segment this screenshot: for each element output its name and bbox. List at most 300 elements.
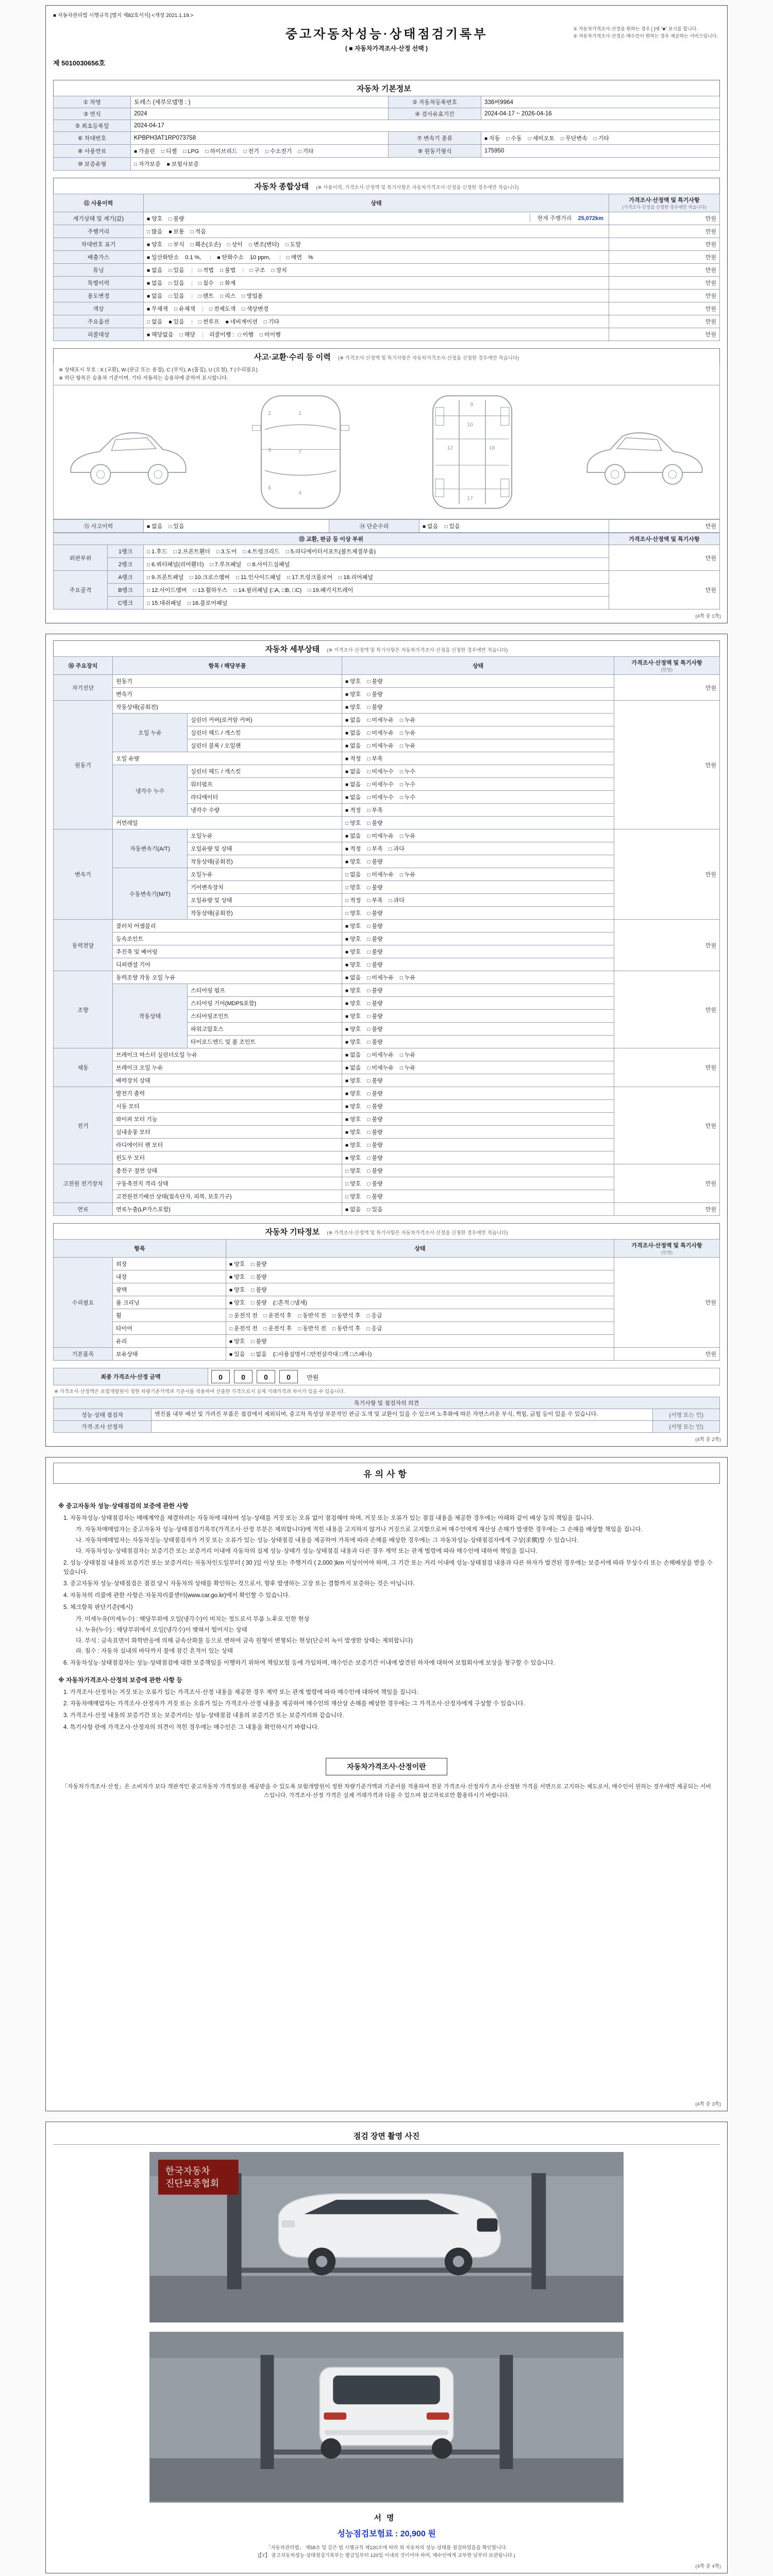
- checkbox-option[interactable]: [345, 806, 361, 814]
- checkbox-option[interactable]: [345, 1154, 361, 1162]
- checkbox-option[interactable]: [367, 793, 394, 801]
- final-price-row: [54, 1368, 720, 1385]
- exchange-label: ⑮ 교환, 판금 등 이상 부위: [54, 533, 609, 545]
- checkbox-option[interactable]: [229, 1298, 245, 1307]
- checkbox-icon: □: [367, 1014, 371, 1020]
- checkbox-option[interactable]: [367, 703, 382, 711]
- checkbox-option[interactable]: [229, 1285, 245, 1294]
- checkbox-option[interactable]: [244, 147, 259, 155]
- checkbox-option[interactable]: [251, 1285, 266, 1294]
- checkbox-option[interactable]: [367, 1179, 382, 1188]
- checkbox-option[interactable]: [272, 266, 287, 274]
- checkbox-option[interactable]: [147, 522, 162, 530]
- checkbox-option[interactable]: [217, 253, 244, 261]
- checkbox-option[interactable]: [561, 134, 587, 142]
- checkbox-label: 부족: [372, 807, 383, 814]
- checkbox-option[interactable]: [345, 1128, 361, 1136]
- checkbox-label: 없음: [427, 523, 439, 530]
- checkbox-option[interactable]: [367, 935, 382, 943]
- checkbox-option[interactable]: [173, 547, 210, 555]
- checkbox-label: 불량: [372, 1078, 383, 1084]
- checkbox-option[interactable]: [188, 599, 227, 607]
- checkbox-option[interactable]: [345, 1063, 361, 1072]
- basic-value: 336버9964: [481, 96, 720, 108]
- checkbox-icon: ■: [423, 524, 426, 530]
- checkbox-option[interactable]: [367, 960, 382, 969]
- summary-state: [144, 302, 609, 315]
- checkbox-option[interactable]: [389, 844, 405, 853]
- checkbox-option[interactable]: [400, 767, 415, 775]
- checkbox-icon: ■: [345, 1130, 349, 1136]
- checkbox-option[interactable]: [147, 599, 181, 607]
- checkbox-icon: □: [367, 988, 371, 994]
- checkbox-option[interactable]: [249, 240, 279, 248]
- checkbox-label: 기타: [303, 148, 314, 155]
- checkbox-label: 불량: [372, 1142, 383, 1148]
- checkbox-option[interactable]: [242, 292, 263, 300]
- checkbox-option[interactable]: [210, 560, 242, 568]
- item-name: 충전구 절연 상태: [113, 1164, 342, 1177]
- checkbox-option[interactable]: [484, 134, 500, 142]
- checkbox-option[interactable]: [209, 304, 236, 313]
- checkbox-option[interactable]: [220, 292, 236, 300]
- checkbox-option[interactable]: [345, 909, 361, 917]
- checkbox-option[interactable]: [243, 547, 279, 555]
- item-name: 파워고압호스: [188, 1023, 342, 1036]
- checkbox-label: 없음: [152, 280, 163, 286]
- checkbox-option[interactable]: [345, 754, 361, 762]
- checkbox-option[interactable]: [339, 573, 373, 581]
- checkbox-option[interactable]: [345, 870, 361, 878]
- checkbox-option[interactable]: [400, 832, 415, 840]
- checkbox-icon: □: [506, 136, 510, 142]
- checkbox-option[interactable]: [345, 690, 361, 698]
- checkbox-icon: □: [399, 1053, 403, 1058]
- checkbox-label: 불량: [372, 1194, 383, 1200]
- checkbox-option[interactable]: [345, 960, 361, 969]
- checkbox-option[interactable]: [345, 1076, 361, 1084]
- checkbox-option[interactable]: [367, 883, 382, 891]
- checkbox-option[interactable]: [400, 780, 415, 788]
- checkbox-option[interactable]: [367, 780, 394, 788]
- checkbox-icon: □: [210, 562, 213, 568]
- checkbox-option[interactable]: [249, 266, 265, 274]
- checkbox-option[interactable]: [400, 1063, 415, 1072]
- checkbox-option[interactable]: [238, 330, 254, 338]
- checkbox-icon: □: [198, 281, 201, 286]
- checkbox-label: 양호: [350, 1091, 361, 1097]
- checkbox-option[interactable]: [229, 1350, 245, 1358]
- checkbox-icon: ■: [345, 924, 349, 929]
- checkbox-option[interactable]: [286, 547, 376, 555]
- checkbox-option[interactable]: [345, 1141, 361, 1149]
- checkbox-option[interactable]: [345, 1115, 361, 1123]
- checkbox-icon: ■: [147, 307, 150, 312]
- item-state: ■ 양호 □ 불량 (□흔적 □냄새): [226, 1296, 614, 1309]
- checkbox-option[interactable]: [147, 214, 162, 223]
- checkbox-option[interactable]: [260, 330, 281, 338]
- checkbox-option[interactable]: [220, 279, 236, 287]
- summary-header-row: [54, 194, 720, 212]
- checkbox-option[interactable]: [298, 1311, 326, 1319]
- checkbox-option[interactable]: [147, 560, 204, 568]
- checkbox-option[interactable]: [229, 1324, 258, 1332]
- checkbox-option[interactable]: [367, 1205, 382, 1213]
- checkbox-option[interactable]: [147, 227, 162, 235]
- checkbox-option[interactable]: [169, 227, 184, 235]
- section-title-etc: 자동차 기타정보 (※ 가격조사·산정액 및 특기사항은 자동차가격조사·산정을 신청한 경우에만 적습니다): [53, 1223, 720, 1239]
- checkbox-option[interactable]: [287, 253, 302, 261]
- checkbox-option[interactable]: [332, 1324, 361, 1332]
- checkbox-icon: □: [389, 846, 392, 852]
- checkbox-option[interactable]: [345, 819, 361, 827]
- checkbox-option[interactable]: [169, 279, 184, 287]
- checkbox-option[interactable]: [242, 304, 268, 313]
- checkbox-option[interactable]: [298, 147, 313, 155]
- checkbox-option[interactable]: [345, 1089, 361, 1097]
- basic-label: ⑥ 차대번호: [54, 132, 131, 145]
- checkbox-option[interactable]: [367, 1050, 394, 1059]
- checkbox-option[interactable]: [220, 266, 236, 274]
- checkbox-label: 없음: [152, 319, 163, 325]
- checkbox-option[interactable]: [367, 1166, 382, 1175]
- checkbox-option[interactable]: [169, 292, 184, 300]
- checkbox-option[interactable]: [147, 292, 162, 300]
- checkbox-option[interactable]: [367, 1038, 382, 1046]
- notice-item: 2. 자동차매매업자는 가격조사·산정자가 거짓 또는 오류가 있는 가격조사·산정 내용을 제공하여 매수인의 재산상 손해를 배상한 경우에는 그 가격조사·산정자에게 구상할 수 있습니다.: [63, 1701, 525, 1707]
- checkbox-option[interactable]: [345, 741, 361, 750]
- checkbox-option[interactable]: [345, 844, 361, 853]
- checkbox-icon: ■: [345, 782, 349, 788]
- checkbox-option[interactable]: [367, 1192, 382, 1200]
- checkbox-label: 누수: [404, 782, 416, 788]
- checkbox-option[interactable]: [251, 1273, 266, 1281]
- checkbox-icon: □: [367, 821, 371, 826]
- checkbox-option[interactable]: [174, 304, 195, 313]
- checkbox-label: 누유: [404, 743, 416, 749]
- checkbox-option[interactable]: [345, 1205, 361, 1213]
- checkbox-option[interactable]: [229, 1337, 245, 1345]
- checkbox-icon: □: [147, 601, 150, 606]
- signature-title: 서명: [374, 2513, 399, 2522]
- checkbox-option[interactable]: [287, 573, 332, 581]
- checkbox-option[interactable]: [367, 1102, 382, 1110]
- checkbox-option[interactable]: [367, 1128, 382, 1136]
- checkbox-option[interactable]: [367, 1089, 382, 1097]
- summary-label: 튜닝: [54, 264, 144, 277]
- checkbox-option[interactable]: [251, 1350, 266, 1358]
- checkbox-option[interactable]: [167, 160, 199, 168]
- checkbox-option[interactable]: [147, 330, 174, 338]
- checkbox-option[interactable]: [345, 973, 361, 981]
- checkbox-icon: □: [367, 731, 371, 736]
- checkbox-option[interactable]: [367, 896, 382, 904]
- checkbox-option[interactable]: [400, 716, 415, 724]
- checkbox-option[interactable]: [367, 922, 382, 930]
- checkbox-option[interactable]: [400, 870, 415, 878]
- checkbox-option[interactable]: [400, 793, 415, 801]
- checkbox-option[interactable]: [229, 1260, 245, 1268]
- checkbox-icon: ■: [345, 769, 349, 775]
- checkbox-option[interactable]: [594, 134, 609, 142]
- exchange-panel-table: [53, 533, 720, 609]
- checkbox-option[interactable]: [345, 1050, 361, 1059]
- summary-state: [144, 238, 609, 251]
- checkbox-label: 양호: [234, 1274, 245, 1280]
- checkbox-label: 색상변경: [246, 306, 268, 312]
- device-group-label: 연료: [54, 1203, 113, 1216]
- checkbox-option[interactable]: [345, 780, 361, 788]
- checkbox-option[interactable]: [345, 1179, 361, 1188]
- checkbox-option[interactable]: [191, 240, 221, 248]
- checkbox-option[interactable]: [264, 317, 279, 326]
- checkbox-option[interactable]: [169, 214, 184, 223]
- checkbox-option[interactable]: [205, 147, 237, 155]
- checkbox-option[interactable]: [528, 134, 555, 142]
- checkbox-icon: □: [251, 1352, 255, 1358]
- checkbox-option[interactable]: [367, 1076, 382, 1084]
- checkbox-option[interactable]: [444, 522, 460, 530]
- checkbox-label: 양호: [152, 242, 163, 248]
- panel-rank-row: [54, 571, 720, 584]
- checkbox-label: 불량: [372, 962, 383, 968]
- checkbox-option[interactable]: [345, 677, 361, 685]
- checkbox-option[interactable]: [367, 690, 382, 698]
- checkbox-icon: □: [367, 1156, 371, 1161]
- checkbox-label: 불량: [372, 988, 383, 994]
- checkbox-option[interactable]: [366, 1311, 382, 1319]
- checkbox-icon: ■: [345, 692, 349, 698]
- checkbox-option[interactable]: [366, 1324, 382, 1332]
- checkbox-icon: ■: [229, 1339, 233, 1345]
- checkbox-option[interactable]: [191, 227, 206, 235]
- checkbox-option[interactable]: [147, 547, 167, 555]
- checkbox-option[interactable]: [190, 573, 229, 581]
- checkbox-option[interactable]: [367, 1025, 382, 1033]
- checkbox-icon: ■: [345, 988, 349, 994]
- checkbox-option[interactable]: [367, 677, 382, 685]
- checkbox-label: 양호: [350, 1039, 361, 1045]
- summary-row: [54, 225, 720, 238]
- checkbox-label: 양호: [350, 1001, 361, 1007]
- page-mark-1: (4쪽 중 1쪽): [695, 614, 721, 619]
- notice-sub: 나. 누유(누수) : 해당부위에서 오일(냉각수)이 맺혀서 떨어지는 상태: [76, 1626, 247, 1633]
- checkbox-option[interactable]: [345, 1025, 361, 1033]
- checkbox-option[interactable]: [345, 935, 361, 943]
- checkbox-option[interactable]: [264, 1324, 292, 1332]
- checkbox-option[interactable]: [345, 1012, 361, 1020]
- checkbox-option[interactable]: [367, 716, 394, 724]
- checkbox-option[interactable]: [251, 1337, 266, 1345]
- checkbox-option[interactable]: [193, 586, 227, 594]
- checkbox-label: 누수: [404, 769, 416, 775]
- checkbox-icon: □: [249, 268, 253, 274]
- checkbox-option[interactable]: [367, 832, 394, 840]
- checkbox-label: 있음: [173, 523, 184, 530]
- checkbox-option[interactable]: [216, 547, 237, 555]
- notice-sub: 다. 부식 : 금속표면이 화학반응에 의해 금속산화물 등으로 변하여 금속 원형이 변형되는 현상(단순히 녹이 발생한 상태는 제외합니다): [76, 1637, 413, 1644]
- checkbox-label: 양호: [350, 1116, 361, 1123]
- checkbox-option[interactable]: [147, 240, 162, 248]
- checkbox-option[interactable]: [147, 304, 168, 313]
- checkbox-option[interactable]: [367, 973, 394, 981]
- checkbox-option[interactable]: [389, 896, 405, 904]
- checkbox-option[interactable]: [367, 857, 382, 866]
- checkbox-option[interactable]: [147, 253, 179, 261]
- item-state: [342, 868, 614, 881]
- checkbox-option[interactable]: [147, 586, 187, 594]
- checkbox-option[interactable]: [345, 1038, 361, 1046]
- checkbox-option[interactable]: [367, 1141, 382, 1149]
- checkbox-option[interactable]: [229, 1273, 245, 1281]
- checkbox-option[interactable]: [345, 728, 361, 737]
- checkbox-option[interactable]: [169, 317, 184, 326]
- checkbox-option[interactable]: [367, 1115, 382, 1123]
- checkbox-option[interactable]: [367, 728, 394, 737]
- checkbox-option[interactable]: [147, 573, 183, 581]
- inspection-photo-rear: [149, 2332, 624, 2502]
- checkbox-option[interactable]: [229, 1311, 258, 1319]
- checkbox-option[interactable]: [183, 148, 199, 155]
- checkbox-option[interactable]: [265, 147, 292, 155]
- checkbox-option[interactable]: [233, 586, 301, 594]
- price-cell: 만원: [614, 1164, 720, 1203]
- device-group-label: 고전원 전기장치: [54, 1164, 113, 1203]
- checkbox-option[interactable]: [345, 1166, 361, 1175]
- checkbox-option[interactable]: [345, 793, 361, 801]
- item-name: 구동축전지 격리 상태: [113, 1177, 342, 1190]
- checkbox-option[interactable]: [367, 1154, 382, 1162]
- checkbox-option[interactable]: [367, 909, 382, 917]
- checkbox-option[interactable]: [251, 1260, 266, 1268]
- checkbox-option[interactable]: [345, 857, 361, 866]
- checkbox-option[interactable]: [134, 147, 155, 155]
- checkbox-option[interactable]: [345, 896, 361, 904]
- checkbox-option[interactable]: [332, 1311, 361, 1319]
- checkbox-option[interactable]: [147, 266, 162, 274]
- checkbox-option[interactable]: [506, 134, 522, 142]
- checkbox-option[interactable]: [264, 1311, 292, 1319]
- checkbox-option[interactable]: [236, 573, 281, 581]
- checkbox-option[interactable]: [345, 986, 361, 994]
- checkbox-option[interactable]: [226, 317, 258, 326]
- checkbox-label: 불량: [372, 1104, 383, 1110]
- checkbox-option[interactable]: [345, 716, 361, 724]
- etc-header-row: [54, 1240, 720, 1258]
- checkbox-icon: □: [161, 149, 164, 155]
- checkbox-option[interactable]: [180, 330, 195, 338]
- checkbox-option[interactable]: [134, 160, 161, 168]
- checkbox-icon: □: [220, 268, 223, 274]
- col-state: 상태: [342, 657, 614, 675]
- item-name: 등속조인트: [113, 933, 342, 945]
- checkbox-option[interactable]: [423, 522, 438, 530]
- checkbox-option[interactable]: [198, 317, 220, 326]
- checkbox-option[interactable]: [367, 819, 382, 827]
- checkbox-option[interactable]: [367, 947, 382, 956]
- checkbox-option[interactable]: [147, 317, 162, 326]
- checkbox-option[interactable]: [345, 1102, 361, 1110]
- checkbox-option[interactable]: [251, 1298, 266, 1307]
- checkbox-option[interactable]: [367, 754, 382, 762]
- checkbox-option[interactable]: [367, 1063, 394, 1072]
- checkbox-label: 불량: [372, 923, 383, 929]
- price-digits: [211, 1375, 302, 1381]
- checkbox-label: 미세누수: [372, 782, 394, 788]
- checkbox-option[interactable]: [400, 741, 415, 750]
- checkbox-option[interactable]: [198, 279, 214, 287]
- checkbox-option[interactable]: [227, 240, 243, 248]
- basic-value: [131, 158, 720, 171]
- checkbox-icon: □: [190, 242, 194, 248]
- checkbox-option[interactable]: [169, 240, 184, 248]
- svg-text:1: 1: [298, 411, 302, 417]
- checkbox-option[interactable]: [345, 767, 361, 775]
- checkbox-icon: ■: [345, 1143, 349, 1148]
- checkbox-option[interactable]: [345, 1192, 361, 1200]
- checkbox-option[interactable]: [308, 586, 353, 594]
- checkbox-option[interactable]: [367, 844, 382, 853]
- checkbox-option[interactable]: [198, 266, 214, 274]
- price-survey-box-title: 자동차가격조사·산정이란: [326, 1758, 447, 1775]
- checkbox-option[interactable]: [161, 147, 177, 155]
- basic-info-row: [54, 132, 720, 145]
- checkbox-label: 양호: [350, 988, 361, 994]
- item-name: 브레이크 오일 누유: [113, 1061, 342, 1074]
- device-group-label: 자기진단: [54, 675, 113, 701]
- checkbox-option[interactable]: [285, 240, 301, 248]
- checkbox-option[interactable]: [345, 922, 361, 930]
- item-state: [342, 726, 614, 739]
- checkbox-icon: □: [367, 679, 371, 685]
- checkbox-option[interactable]: [345, 703, 361, 711]
- col-state: 상태: [226, 1240, 614, 1258]
- checkbox-option[interactable]: [247, 560, 290, 568]
- checkbox-option[interactable]: [367, 986, 382, 994]
- checkbox-icon: ■: [134, 149, 138, 155]
- checkbox-option[interactable]: [367, 767, 394, 775]
- checkbox-option[interactable]: [169, 522, 184, 530]
- checkbox-option[interactable]: [400, 973, 415, 981]
- inspector-row: [54, 1409, 720, 1421]
- checkbox-option[interactable]: [345, 832, 361, 840]
- checkbox-label: 변조(변타): [253, 242, 279, 248]
- checkbox-icon: □: [345, 911, 349, 917]
- item-state: [342, 791, 614, 804]
- checkbox-option[interactable]: [367, 741, 394, 750]
- checkbox-option[interactable]: [147, 279, 162, 287]
- inspection-premium: [53, 2527, 720, 2539]
- checkbox-icon: □: [147, 575, 150, 581]
- checkbox-option[interactable]: [345, 947, 361, 956]
- checkbox-label: 없음: [350, 975, 361, 981]
- checkbox-option[interactable]: [198, 292, 214, 300]
- price-survey-box-text: 「자동차가격조사·산정」은 소비자가 보다 객관적인 중고자동차 가격정보를 제공받을 수 있도록 보험개발원이 정한 차량기준가액과 기준서를 적용하여 전문 가격조사·산정자가 조사·산정한 가격을 서면으로 고지하는 제도로서, 매수인이 원하는 경우에만 제공되는 서비스입니다. 가격조사·산정 가격은 실제 거래가격과 다를 수 있으며 참고자료로만 활용하시기 바랍니다.: [61, 1783, 712, 1799]
- checkbox-option[interactable]: [169, 266, 184, 274]
- checkbox-label: 있음: [173, 319, 184, 325]
- checkbox-option[interactable]: [367, 806, 382, 814]
- checkbox-option[interactable]: [367, 870, 394, 878]
- checkbox-option[interactable]: [400, 728, 415, 737]
- basic-value: 2024: [131, 108, 389, 120]
- checkbox-option[interactable]: [400, 1050, 415, 1059]
- checkbox-option[interactable]: [367, 999, 382, 1007]
- checkbox-option[interactable]: [345, 883, 361, 891]
- checkbox-option[interactable]: [345, 999, 361, 1007]
- checkbox-option[interactable]: [367, 1012, 382, 1020]
- checkbox-label: 부식: [173, 242, 184, 248]
- checkbox-option[interactable]: [298, 1324, 326, 1332]
